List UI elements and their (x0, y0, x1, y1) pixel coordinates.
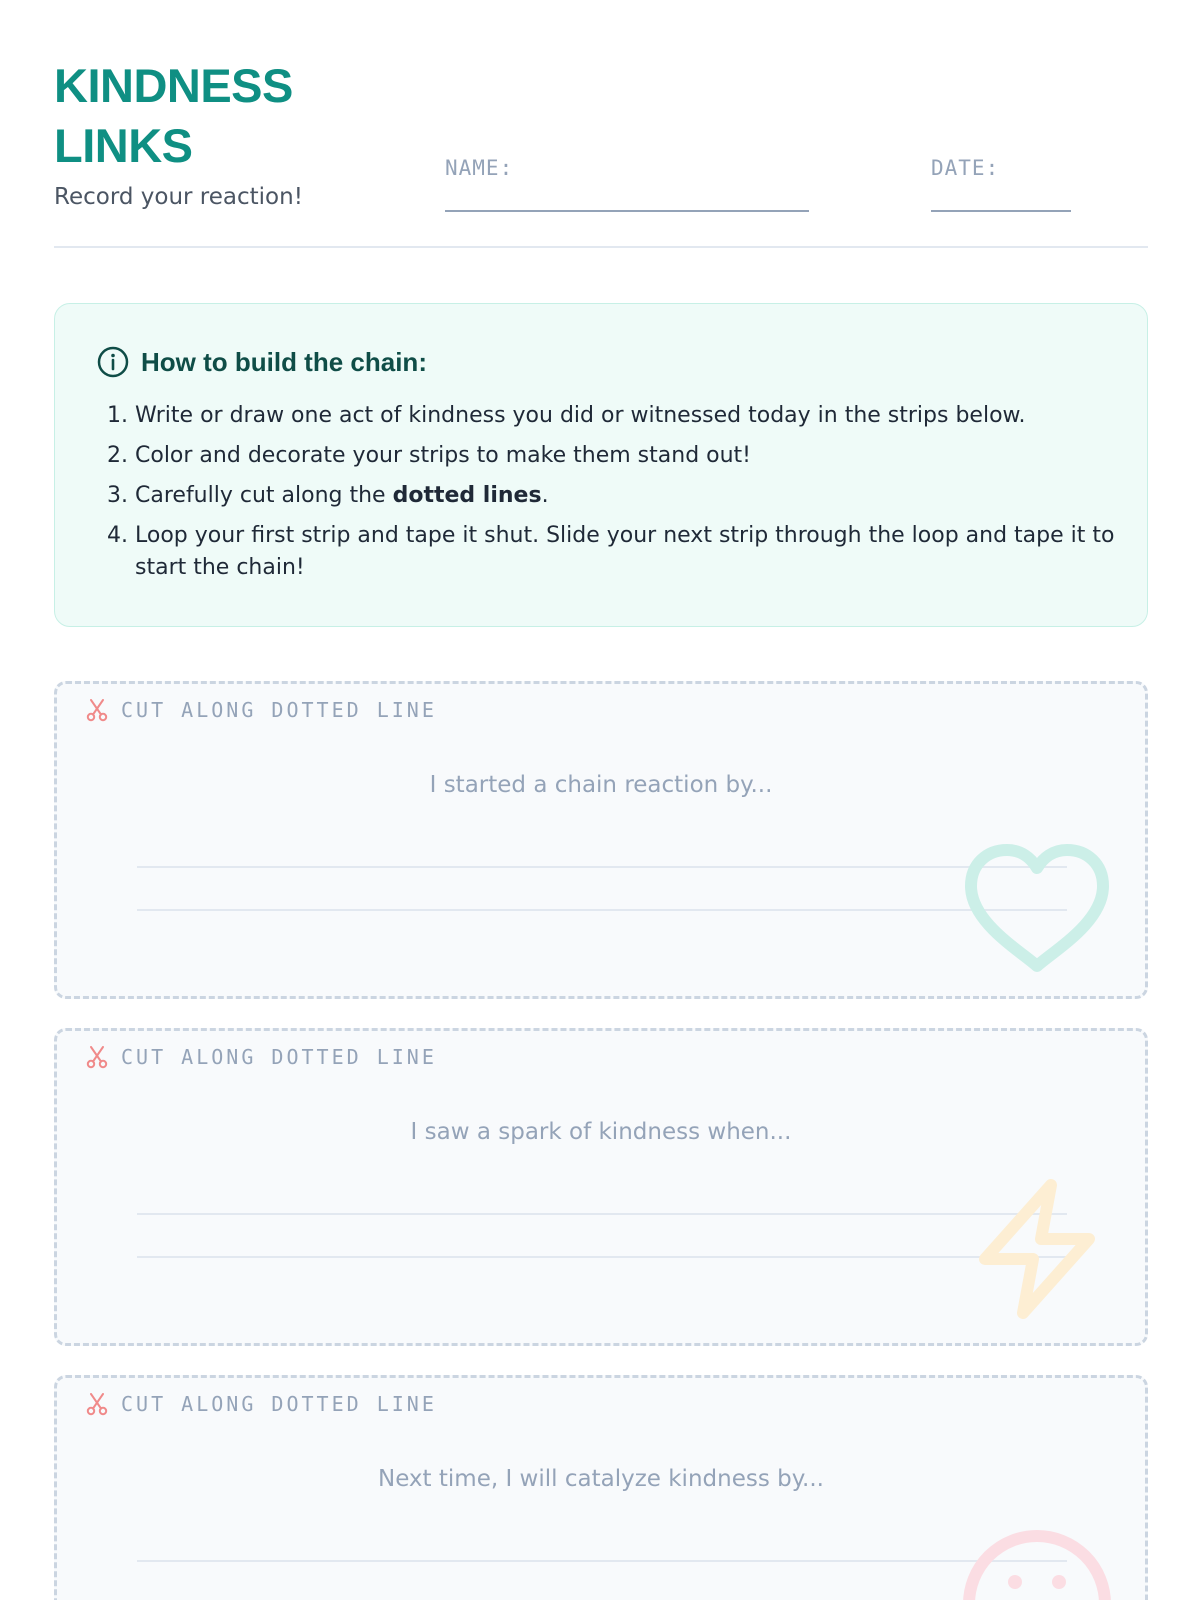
instructions-title: How to build the chain: (141, 346, 427, 377)
strip-prompt: Next time, I will catalyze kindness by... (377, 1466, 824, 1492)
step-number: 4. (107, 523, 128, 548)
step-text-start: Carefully cut along the (135, 483, 393, 508)
name-field[interactable] (445, 210, 809, 212)
step-text: Loop your first strip and tape it shut. Slide your next strip through the loop and tape it to start the chain! (135, 523, 1115, 580)
scissors-icon (85, 1392, 109, 1416)
step-text-end: . (541, 483, 549, 508)
subtitle: Record your reaction! (54, 184, 303, 210)
list-item (107, 480, 1117, 512)
writing-line[interactable] (137, 1256, 1067, 1258)
title-line-2: LINKS (54, 119, 193, 172)
list-item (107, 440, 1117, 472)
scissors-icon (85, 1045, 109, 1069)
kindness-strip (54, 681, 1148, 999)
list-item (107, 520, 1117, 584)
step-text: Color and decorate your strips to make them stand out! (135, 443, 751, 468)
step-text-bold: dotted lines (392, 483, 542, 508)
writing-line[interactable] (137, 1213, 1067, 1215)
date-field[interactable] (931, 210, 1071, 212)
cut-label (85, 698, 437, 722)
heart-icon (959, 834, 1115, 990)
writing-line[interactable] (137, 1560, 1067, 1562)
list-item (107, 400, 1117, 432)
instructions-list (107, 400, 1117, 592)
step-number: 2. (107, 443, 128, 468)
title-line-1: KINDNESS (54, 59, 293, 112)
cut-text: CUT ALONG DOTTED LINE (121, 698, 437, 722)
cut-text: CUT ALONG DOTTED LINE (121, 1045, 437, 1069)
step-number: 1. (107, 403, 128, 428)
cut-label (85, 1392, 437, 1416)
info-icon (97, 346, 129, 378)
step-text: Write or draw one act of kindness you did or witnessed today in the strips below. (135, 403, 1026, 428)
instructions-heading (97, 346, 427, 378)
kindness-strip (54, 1028, 1148, 1346)
cut-label (85, 1045, 437, 1069)
smiley-icon (959, 1526, 1115, 1600)
worksheet-header (54, 56, 1148, 250)
cut-text: CUT ALONG DOTTED LINE (121, 1392, 437, 1416)
name-label: NAME: (445, 156, 514, 180)
scissors-icon (85, 698, 109, 722)
instructions-box (54, 303, 1148, 627)
kindness-strip (54, 1375, 1148, 1600)
header-divider (54, 246, 1148, 248)
writing-line[interactable] (137, 866, 1067, 868)
writing-line[interactable] (137, 909, 1067, 911)
date-label: DATE: (931, 156, 1000, 180)
page-title (54, 56, 394, 176)
strip-prompt: I saw a spark of kindness when... (410, 1119, 792, 1145)
step-text (135, 480, 549, 512)
lightning-icon (959, 1171, 1115, 1327)
strip-prompt: I started a chain reaction by... (429, 772, 773, 798)
step-number: 3. (107, 483, 128, 508)
